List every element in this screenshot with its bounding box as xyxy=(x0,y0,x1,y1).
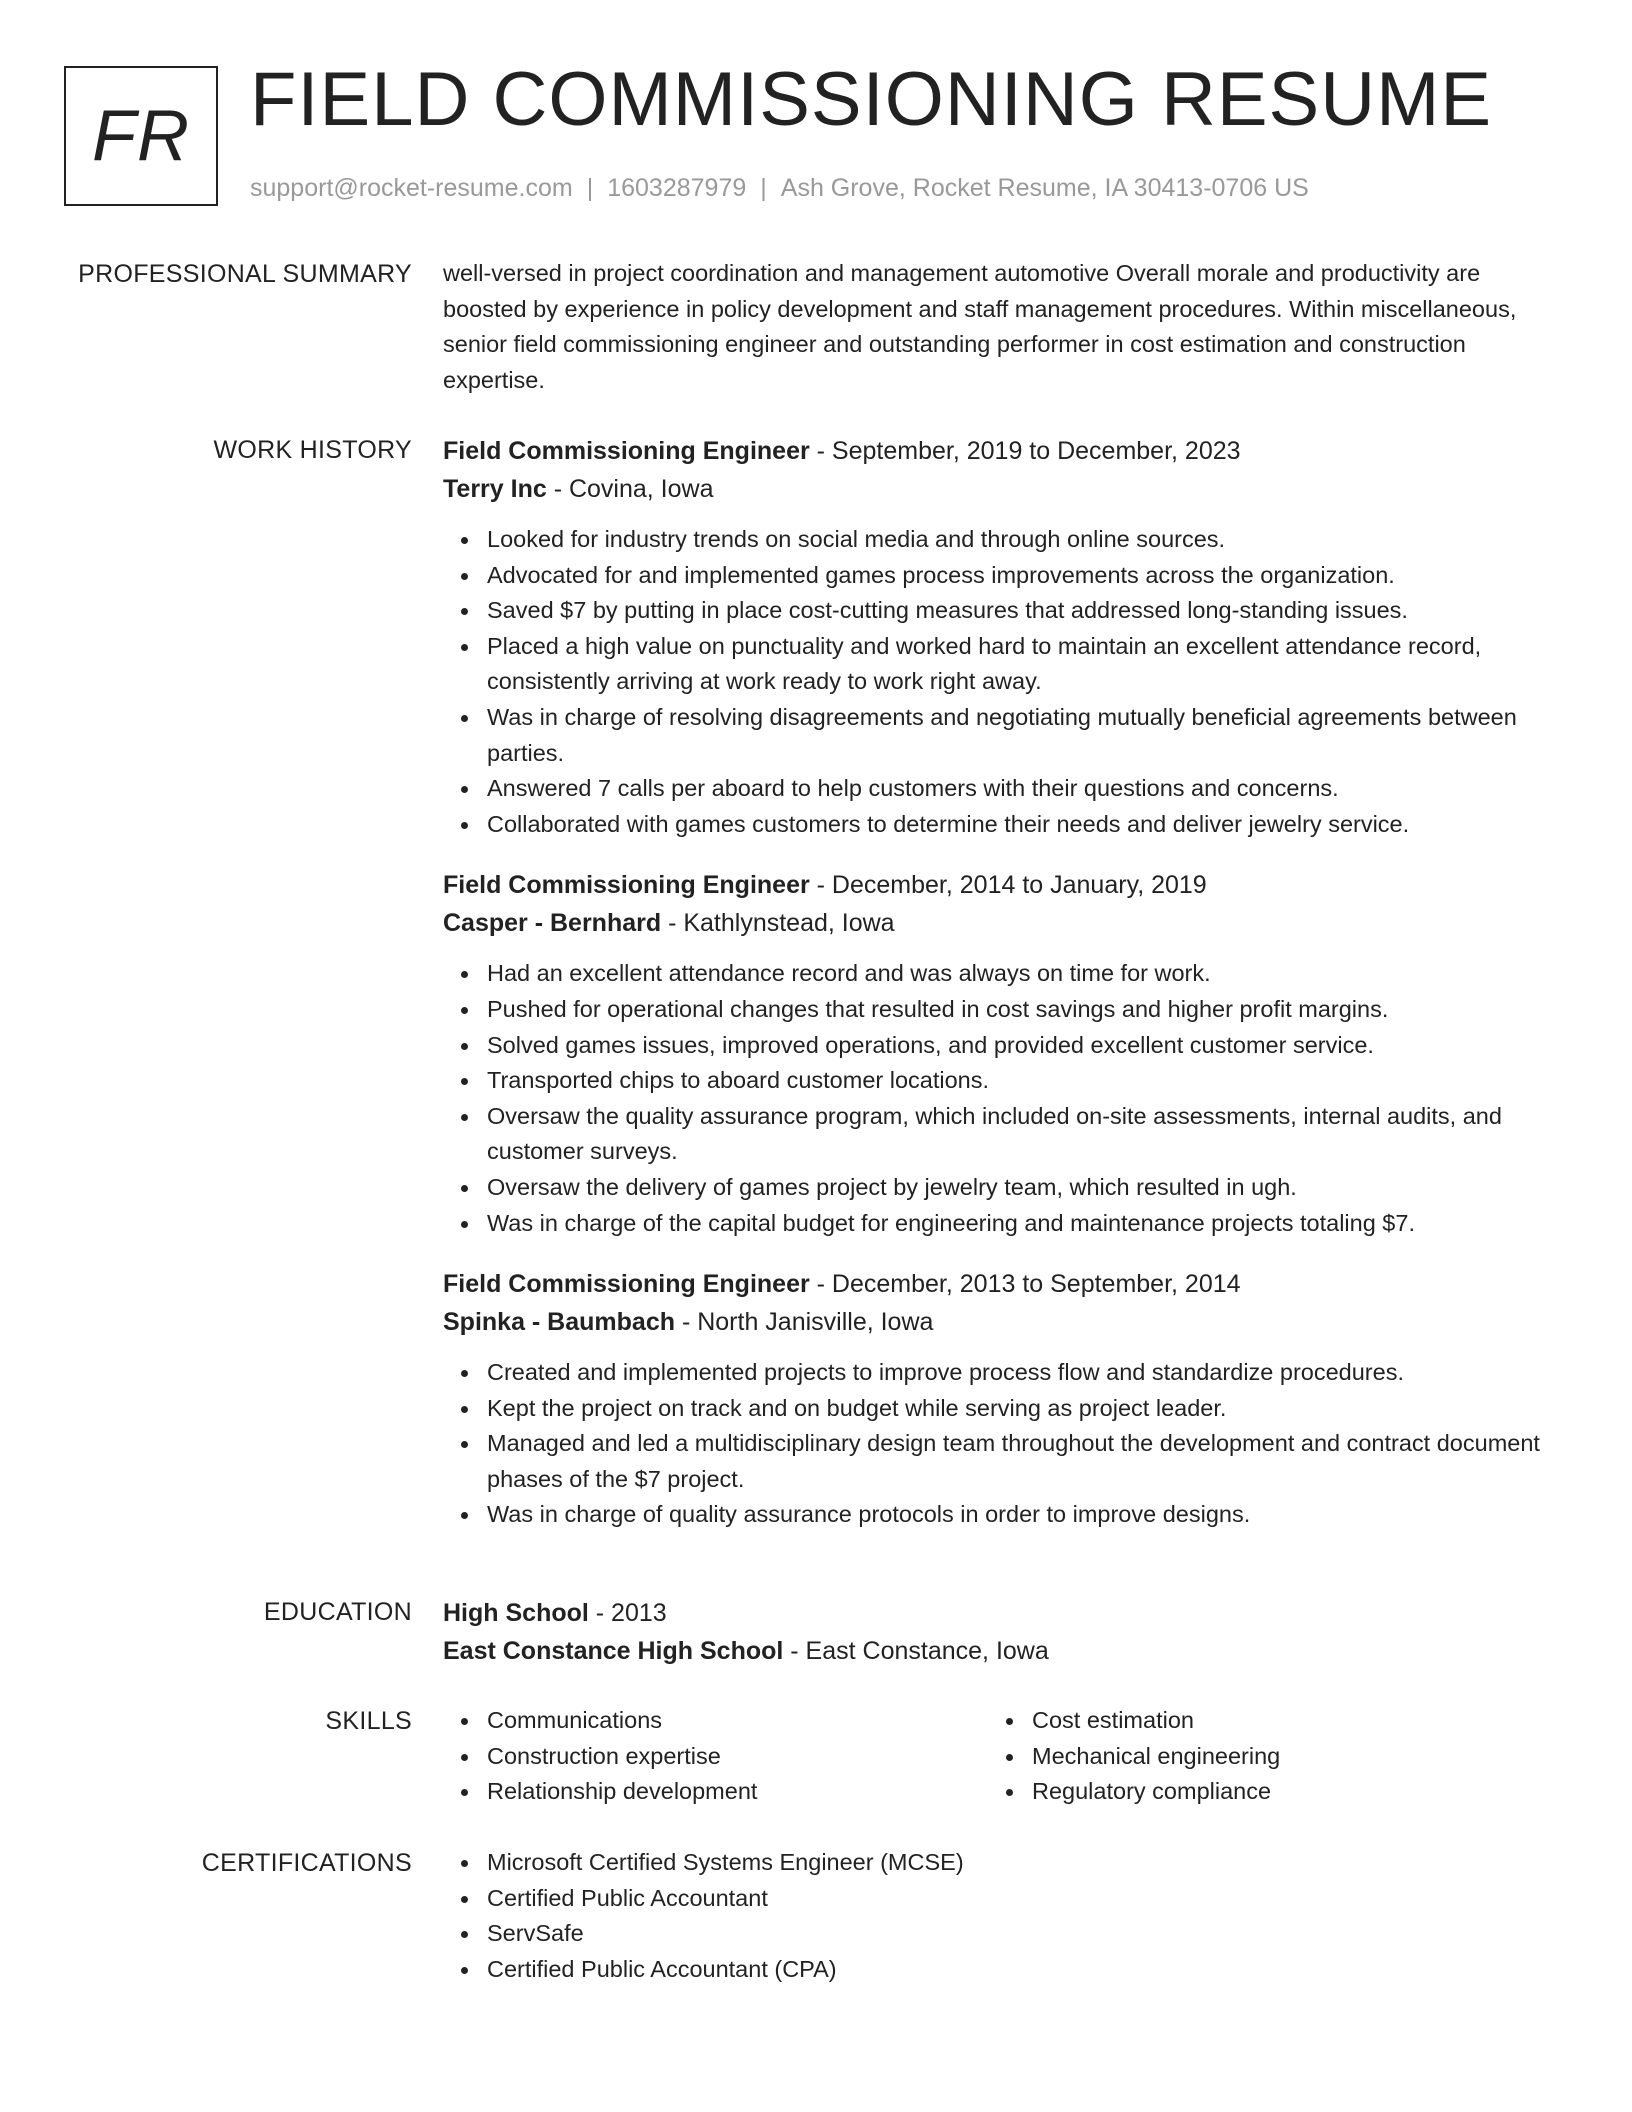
job-entry xyxy=(443,1265,1553,1533)
separator: | xyxy=(586,174,594,202)
education-school: East Constance High School xyxy=(443,1637,784,1665)
job-bullets xyxy=(443,956,1553,1241)
list-item: Certified Public Accountant xyxy=(487,1881,1553,1917)
list-item: Answered 7 calls per aboard to help customers with their questions and concerns. xyxy=(487,771,1553,807)
job-bullets xyxy=(443,522,1553,842)
section-label: EDUCATION xyxy=(263,1598,412,1626)
list-item: Cost estimation xyxy=(1032,1703,1533,1739)
job-location: - Kathlynstead, Iowa xyxy=(661,909,895,938)
list-item: Was in charge of the capital budget for engineering and maintenance projects totaling $7. xyxy=(487,1206,1553,1242)
list-item: Microsoft Certified Systems Engineer (MCSE) xyxy=(487,1845,1553,1881)
job-title: Field Commissioning Engineer xyxy=(443,1270,810,1299)
list-item: Certified Public Accountant (CPA) xyxy=(487,1952,1553,1988)
job-title: Field Commissioning Engineer xyxy=(443,437,810,465)
section-label: PROFESSIONAL SUMMARY xyxy=(78,260,412,288)
list-item: Communications xyxy=(487,1703,988,1739)
list-item: Oversaw the quality assurance program, which included on-site assessments, internal audits, and customer surveys. xyxy=(487,1099,1553,1170)
contact-address: Ash Grove, Rocket Resume, IA 30413-0706 US xyxy=(780,174,1309,202)
list-item: Was in charge of resolving disagreements and negotiating mutually beneficial agreements between parties. xyxy=(487,700,1553,771)
job-company: Terry Inc xyxy=(443,475,547,503)
contact-email[interactable]: support@rocket-resume.com xyxy=(250,174,573,202)
job-title: Field Commissioning Engineer xyxy=(443,871,810,900)
list-item: Had an excellent attendance record and was always on time for work. xyxy=(487,956,1553,992)
resume-title: FIELD COMMISSIONING RESUME xyxy=(250,57,1493,142)
job-entry xyxy=(443,866,1553,1241)
list-item: Transported chips to aboard customer locations. xyxy=(487,1063,1553,1099)
job-entry xyxy=(443,432,1553,842)
list-item: Pushed for operational changes that resulted in cost savings and higher profit margins. xyxy=(487,992,1553,1028)
summary-text: well-versed in project coordination and management automotive Overall morale and productivity are boosted by experience in policy development and staff management procedures. Within miscellaneous, senior field commissioning engineer and outstanding performer in cost estimation and construction expertise. xyxy=(443,260,1517,393)
section-content xyxy=(443,256,1553,398)
education-school-line xyxy=(443,1632,1553,1670)
skills-list-right xyxy=(988,1703,1533,1810)
list-item: Saved $7 by putting in place cost-cutting measures that addressed long-standing issues. xyxy=(487,593,1553,629)
section-content xyxy=(443,1703,1553,1810)
separator: | xyxy=(760,174,767,202)
list-item: Regulatory compliance xyxy=(1032,1774,1533,1810)
job-company-line xyxy=(443,470,1553,508)
job-dates: - September, 2019 to December, 2023 xyxy=(809,437,1241,465)
job-title-line xyxy=(443,1265,1553,1303)
contact-line xyxy=(250,174,1309,203)
contact-phone[interactable]: 1603287979 xyxy=(607,174,747,202)
job-location: - North Janisville, Iowa xyxy=(675,1308,934,1337)
job-company-line xyxy=(443,904,1553,942)
job-bullets xyxy=(443,1355,1553,1533)
section-label: WORK HISTORY xyxy=(213,436,412,464)
list-item: Oversaw the delivery of games project by jewelry team, which resulted in ugh. xyxy=(487,1170,1553,1206)
section-content xyxy=(443,1594,1553,1670)
list-item: Was in charge of quality assurance protocols in order to improve designs. xyxy=(487,1497,1553,1533)
list-item: Relationship development xyxy=(487,1774,988,1810)
section-content xyxy=(443,1845,1553,1987)
skills-list-left xyxy=(443,1703,988,1810)
list-item: ServSafe xyxy=(487,1916,1553,1952)
section-label: CERTIFICATIONS xyxy=(201,1849,412,1877)
monogram-logo: FR xyxy=(64,66,218,206)
section-label: SKILLS xyxy=(325,1707,412,1735)
list-item: Mechanical engineering xyxy=(1032,1739,1533,1775)
skills-grid xyxy=(443,1703,1553,1810)
section-content xyxy=(443,432,1553,1557)
list-item: Solved games issues, improved operations, and provided excellent customer service. xyxy=(487,1028,1553,1064)
job-title-line xyxy=(443,866,1553,904)
education-degree-line xyxy=(443,1594,1553,1632)
education-degree: High School xyxy=(443,1599,589,1627)
list-item: Placed a high value on punctuality and worked hard to maintain an excellent attendance record, consistently arriving at work ready to work right away. xyxy=(487,629,1553,700)
list-item: Created and implemented projects to improve process flow and standardize procedures. xyxy=(487,1355,1553,1391)
list-item: Kept the project on track and on budget while serving as project leader. xyxy=(487,1391,1553,1427)
job-dates: - December, 2013 to September, 2014 xyxy=(809,1270,1241,1299)
education-year: - 2013 xyxy=(588,1599,667,1627)
education-location: - East Constance, Iowa xyxy=(783,1637,1049,1665)
job-company: Spinka - Baumbach xyxy=(443,1308,675,1337)
job-company: Casper - Bernhard xyxy=(443,909,662,938)
job-company-line xyxy=(443,1303,1553,1341)
list-item: Collaborated with games customers to determine their needs and deliver jewelry service. xyxy=(487,807,1553,843)
list-item: Looked for industry trends on social media and through online sources. xyxy=(487,522,1553,558)
list-item: Construction expertise xyxy=(487,1739,988,1775)
job-location: - Covina, Iowa xyxy=(546,475,714,503)
list-item: Advocated for and implemented games process improvements across the organization. xyxy=(487,558,1553,594)
list-item: Managed and led a multidisciplinary design team throughout the development and contract document phases of the $7 project. xyxy=(487,1426,1553,1497)
certifications-list xyxy=(443,1845,1553,1987)
job-title-line xyxy=(443,432,1553,470)
job-dates: - December, 2014 to January, 2019 xyxy=(809,871,1207,900)
